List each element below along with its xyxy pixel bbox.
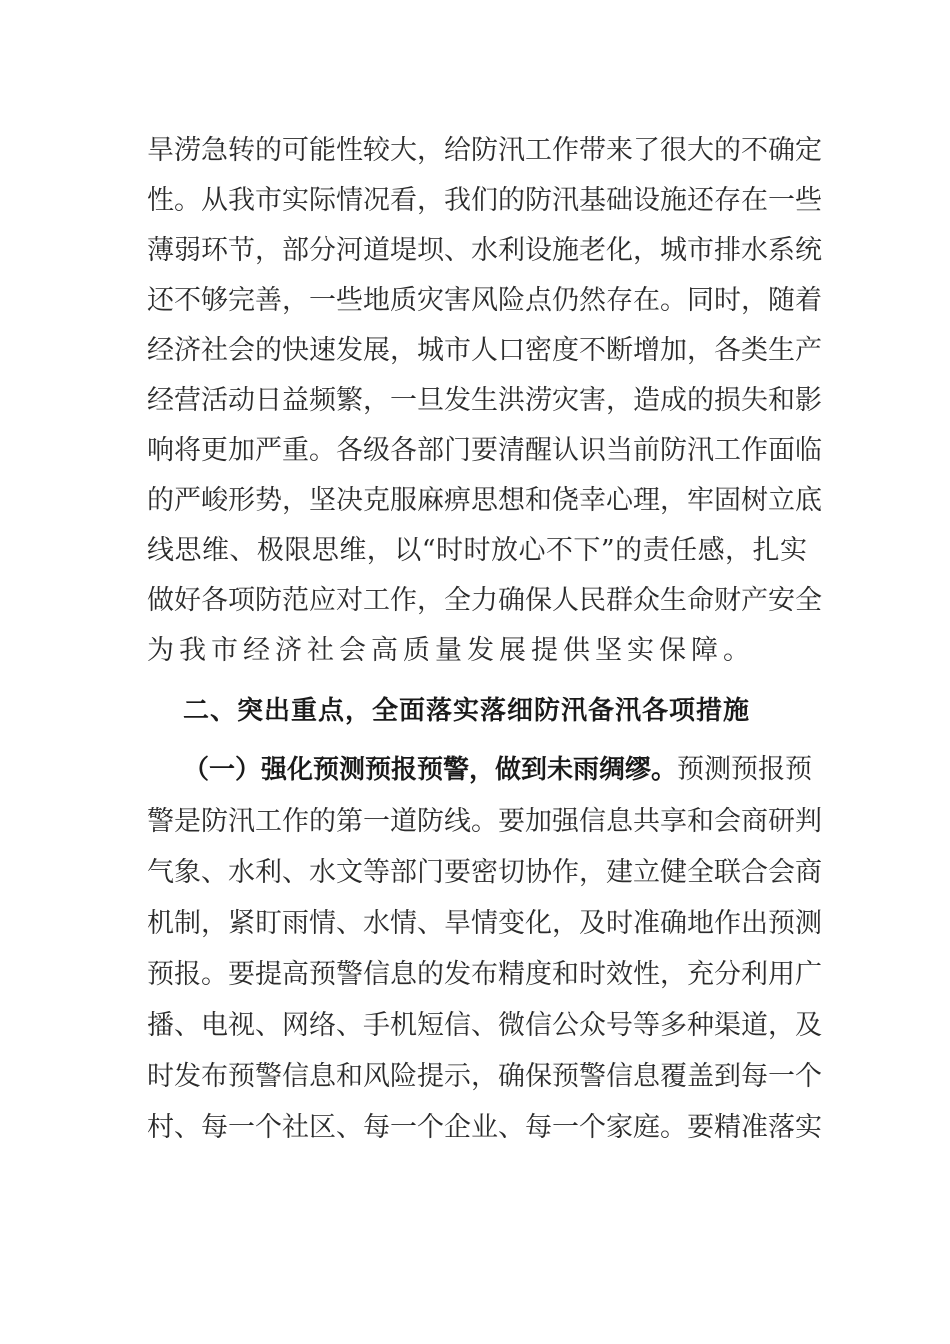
paragraph-line: 做好各项防范应对工作，全力确保人民群众生命财产安全 (147, 585, 822, 616)
paragraph-line: 警是防汛工作的第一道防线。要加强信息共享和会商研判 (147, 806, 822, 837)
paragraph-line: 村、每一个社区、每一个企业、每一个家庭。要精准落实 (147, 1112, 822, 1143)
paragraph-line: 播、电视、网络、手机短信、微信公众号等多种渠道，及 (147, 1010, 822, 1041)
subsection-first-line-text: 预测预报预 (677, 754, 813, 785)
paragraph-line: 薄弱环节，部分河道堤坝、水利设施老化，城市排水系统 (147, 235, 822, 266)
paragraph-line: 预报。要提高预警信息的发布精度和时效性，充分利用广 (147, 959, 822, 990)
paragraph-line: 线思维、极限思维，以“时时放心不下”的责任感，扎实 (147, 535, 807, 566)
paragraph-line: 旱涝急转的可能性较大，给防汛工作带来了很大的不确定 (147, 135, 822, 166)
subsection-first-line (183, 750, 813, 790)
section-heading: 二、突出重点，全面落实落细防汛备汛各项措施 (183, 696, 751, 726)
paragraph-line: 性。从我市实际情况看，我们的防汛基础设施还存在一些 (147, 185, 822, 216)
paragraph-line: 经营活动日益频繁，一旦发生洪涝灾害，造成的损失和影 (147, 385, 822, 416)
paragraph-line: 为我市经济社会高质量发展提供坚实保障。 (147, 635, 755, 666)
paragraph-line: 还不够完善，一些地质灾害风险点仍然存在。同时，随着 (147, 285, 822, 316)
subsection-title: （一）强化预测预报预警，做到未雨绸缪。 (183, 755, 678, 785)
paragraph-line: 的严峻形势，坚决克服麻痹思想和侥幸心理，牢固树立底 (147, 485, 822, 516)
paragraph-line: 气象、水利、水文等部门要密切协作，建立健全联合会商 (147, 857, 822, 888)
paragraph-line: 经济社会的快速发展，城市人口密度不断增加，各类生产 (147, 335, 822, 366)
paragraph-line: 时发布预警信息和风险提示，确保预警信息覆盖到每一个 (147, 1061, 822, 1092)
paragraph-line: 响将更加严重。各级各部门要清醒认识当前防汛工作面临 (147, 435, 822, 466)
paragraph-line: 机制，紧盯雨情、水情、旱情变化，及时准确地作出预测 (147, 908, 822, 939)
